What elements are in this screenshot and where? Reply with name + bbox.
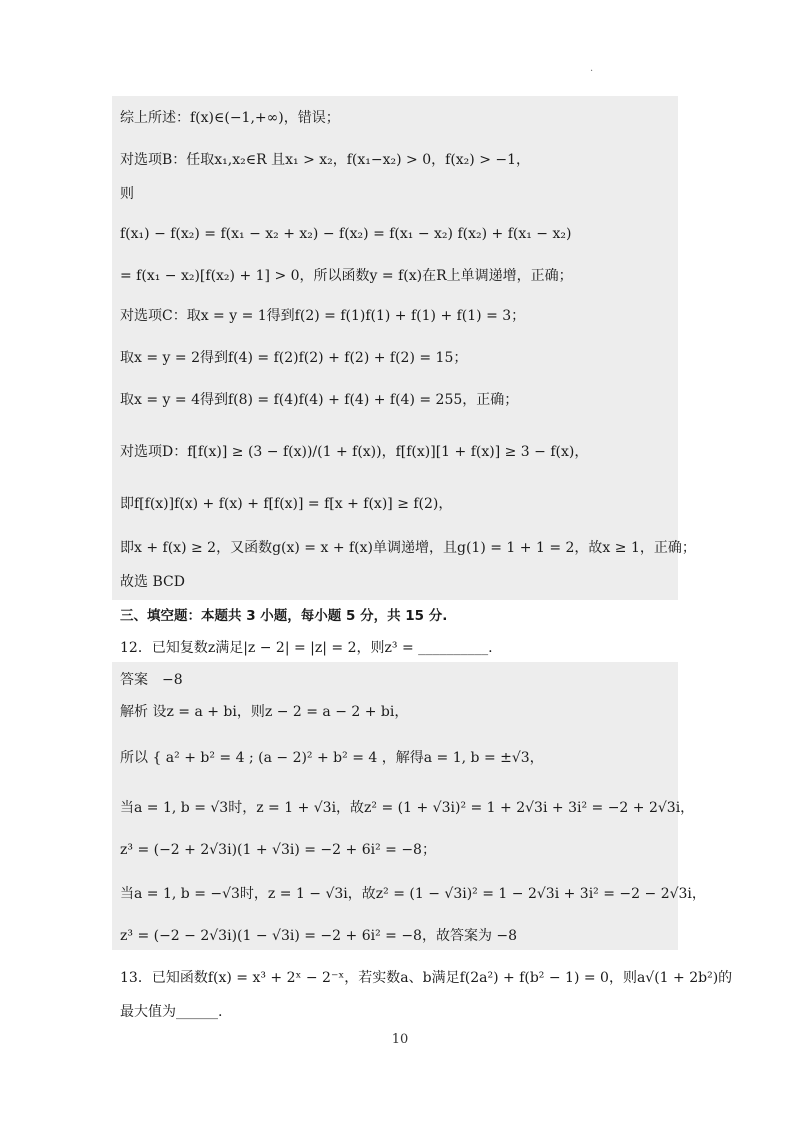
formula-line: 当a = 1, b = √3时，z = 1 + √3i，故z² = (1 + √3i)² = 1 + 2√3i + 3i² = −2 + 2√3i， bbox=[120, 800, 695, 816]
formula-line: = f(x₁ − x₂)[f(x₂) + 1] > 0，所以函数y = f(x)在R上单调递增，正确； bbox=[120, 268, 573, 284]
text-line: 最大值为______. bbox=[120, 1004, 223, 1020]
stray-dot: · bbox=[590, 66, 594, 77]
text-line: 取x = y = 2得到f(4) = f(2)f(2) + f(2) + f(2) = 15； bbox=[120, 350, 468, 366]
formula-line: 所以 { a² + b² = 4 ; (a − 2)² + b² = 4 ，解得a = 1, b = ±√3， bbox=[120, 750, 544, 766]
text-line: 解析 设z = a + bi，则z − 2 = a − 2 + bi， bbox=[120, 704, 409, 720]
text-line: 即f[f(x)]f(x) + f(x) + f[f(x)] = f[x + f(x)] ≥ f(2)， bbox=[120, 496, 453, 512]
text-line: 取x = y = 4得到f(8) = f(4)f(4) + f(4) + f(4) = 255，正确； bbox=[120, 392, 519, 408]
text-line: 则 bbox=[120, 186, 134, 202]
text-line: 故选 BCD bbox=[120, 574, 185, 590]
question-13: 13．已知函数f(x) = x³ + 2ˣ − 2⁻ˣ，若实数a、b满足f(2a²) + f(b² − 1) = 0，则a√(1 + 2b²)的 bbox=[120, 970, 733, 986]
section-heading: 三、填空题：本题共 3 小题，每小题 5 分，共 15 分. bbox=[120, 608, 448, 624]
page-number: 10 bbox=[391, 1032, 409, 1047]
formula-line: z³ = (−2 − 2√3i)(1 − √3i) = −2 + 6i² = −8，故答案为 −8 bbox=[120, 928, 518, 944]
text-line: 综上所述：f(x)∈(−1,+∞)，错误； bbox=[120, 110, 340, 126]
formula-line: z³ = (−2 + 2√3i)(1 + √3i) = −2 + 6i² = −8； bbox=[120, 842, 436, 858]
answer-line: 答案 −8 bbox=[120, 672, 183, 688]
text-line: 对选项C：取x = y = 1得到f(2) = f(1)f(1) + f(1) + f(1) = 3； bbox=[120, 308, 526, 324]
text-line: 即x + f(x) ≥ 2，又函数g(x) = x + f(x)单调递增，且g(1) = 1 + 1 = 2，故x ≥ 1，正确； bbox=[120, 540, 696, 556]
formula-line: f(x₁) − f(x₂) = f(x₁ − x₂ + x₂) − f(x₂) = f(x₁ − x₂) f(x₂) + f(x₁ − x₂) bbox=[120, 226, 572, 242]
text-line: 对选项D：f[f(x)] ≥ (3 − f(x))/(1 + f(x))，f[f(x)][1 + f(x)] ≥ 3 − f(x)， bbox=[120, 444, 589, 460]
question-12: 12．已知复数z满足|z − 2| = |z| = 2，则z³ = __________. bbox=[120, 640, 493, 656]
formula-line: 当a = 1, b = −√3时，z = 1 − √3i，故z² = (1 − √3i)² = 1 − 2√3i + 3i² = −2 − 2√3i， bbox=[120, 886, 706, 902]
text-line: 对选项B：任取x₁,x₂∈R 且x₁ > x₂，f(x₁−x₂) > 0，f(x₂) > −1， bbox=[120, 152, 531, 168]
